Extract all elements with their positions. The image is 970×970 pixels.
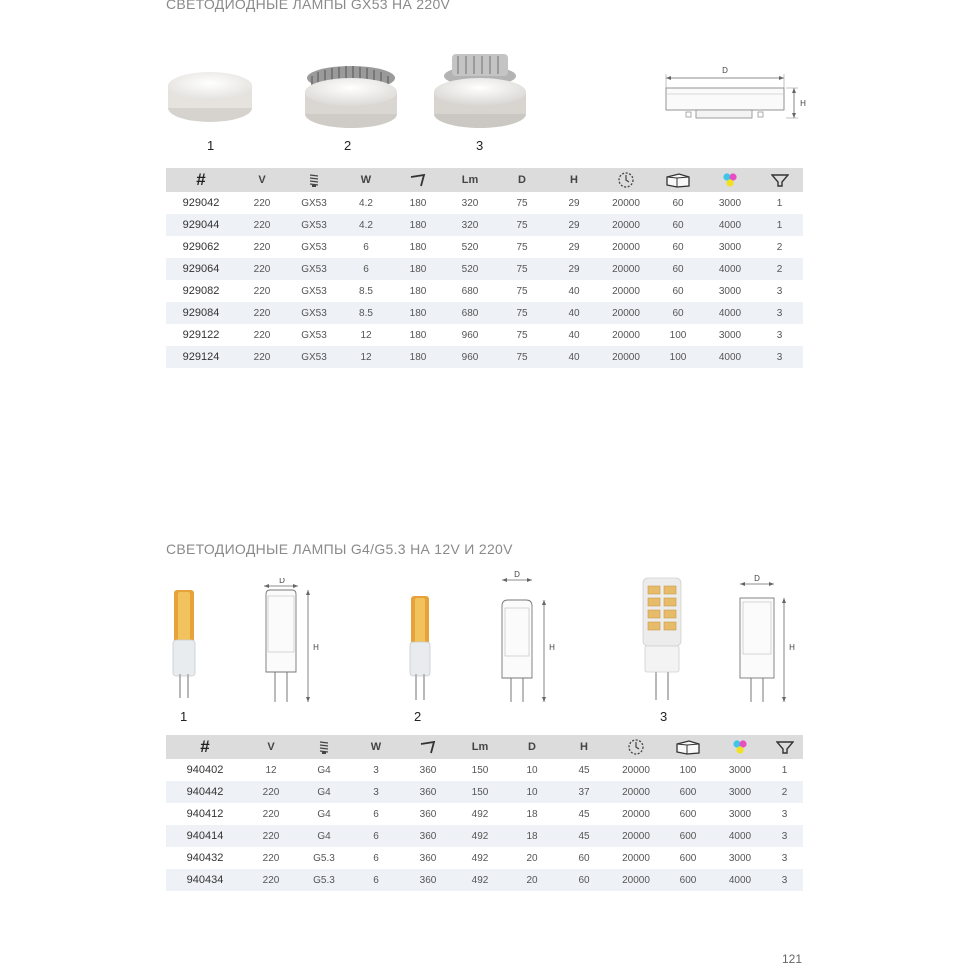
spec-table-gx53 <box>166 168 803 368</box>
gx53-lamp-1-image <box>160 58 260 130</box>
col-watt: W <box>340 168 392 192</box>
table-header-row <box>166 168 803 192</box>
col-diameter: D <box>496 168 548 192</box>
product-label-3: 3 <box>476 138 484 153</box>
gx53-dimension-drawing <box>648 62 808 130</box>
box-quantity-icon <box>662 735 714 759</box>
g4-dimension-drawing-2 <box>492 570 562 704</box>
dim-label-d: D <box>514 570 520 579</box>
page-number: 121 <box>781 952 802 966</box>
base-icon <box>288 168 340 192</box>
section-title-g4: СВЕТОДИОДНЫЕ ЛАМПЫ G4/G5.3 НА 12V И 220V <box>166 541 513 557</box>
beam-angle-icon <box>402 735 454 759</box>
color-temperature-icon <box>704 168 756 192</box>
lifetime-icon <box>610 735 662 759</box>
dim-label-h: H <box>313 643 319 652</box>
g4-dimension-drawing-1 <box>256 578 326 706</box>
lifetime-icon <box>600 168 652 192</box>
table-row: 929084 220 GX53 8.5 180 680 75 40 20000 60 4000 3 <box>166 302 803 324</box>
g53-dimension-drawing-3 <box>728 574 800 706</box>
g4-lamp-1-image <box>168 588 200 700</box>
col-voltage: V <box>236 168 288 192</box>
color-temperature-icon <box>714 735 766 759</box>
col-article: # <box>166 168 236 192</box>
table-row: 929042 220 GX53 4.2 180 320 75 29 20000 60 3000 1 <box>182 197 783 209</box>
table-row: 940434 220 G5.3 6 360 492 20 60 20000 600 4000 3 <box>166 869 803 891</box>
dim-label-h: H <box>789 643 795 652</box>
spec-table-g4 <box>166 735 803 891</box>
table-header-row <box>166 735 803 759</box>
gx53-lamp-3-image <box>430 48 530 132</box>
table-row: 929044 220 GX53 4.2 180 320 75 29 20000 60 4000 1 <box>166 214 803 236</box>
col-height: H <box>558 735 610 759</box>
product-label-g4-2: 2 <box>414 709 422 724</box>
table-row: 929122 220 GX53 12 180 960 75 40 20000 100 3000 3 <box>182 329 783 341</box>
table-row: 940412 220 G4 6 360 492 18 45 20000 600 3000 3 <box>186 808 788 820</box>
g53-lamp-3-image <box>638 576 686 702</box>
col-lumen: Lm <box>454 735 506 759</box>
section-title-gx53: СВЕТОДИОДНЫЕ ЛАМПЫ GX53 НА 220V <box>166 0 451 12</box>
dim-label-d: D <box>279 578 285 585</box>
dim-label-d: D <box>722 66 728 75</box>
beam-angle-icon <box>392 168 444 192</box>
table-row: 929064 220 GX53 6 180 520 75 29 20000 60 4000 2 <box>166 258 803 280</box>
table-row: 940402 12 G4 3 360 150 10 45 20000 100 3000 1 <box>186 764 788 776</box>
table-row: 929062 220 GX53 6 180 520 75 29 20000 60 3000 2 <box>182 241 783 253</box>
table-row: 929082 220 GX53 8.5 180 680 75 40 20000 60 3000 3 <box>182 285 783 297</box>
product-label-2: 2 <box>344 138 352 153</box>
col-article: # <box>166 735 244 759</box>
dim-label-h: H <box>800 99 806 108</box>
product-label-g4-3: 3 <box>660 709 668 724</box>
table-row: 940414 220 G4 6 360 492 18 45 20000 600 4000 3 <box>166 825 803 847</box>
lamp-type-icon <box>766 735 803 759</box>
col-diameter: D <box>506 735 558 759</box>
g4-lamp-2-image <box>404 594 436 702</box>
col-watt: W <box>350 735 402 759</box>
product-label-g4-1: 1 <box>180 709 188 724</box>
dim-label-d: D <box>754 574 760 583</box>
col-height: H <box>548 168 600 192</box>
col-voltage: V <box>244 735 298 759</box>
table-row: 940442 220 G4 3 360 150 10 37 20000 600 3000 2 <box>166 781 803 803</box>
lamp-type-icon <box>756 168 803 192</box>
table-row: 929124 220 GX53 12 180 960 75 40 20000 100 4000 3 <box>166 346 803 368</box>
col-lumen: Lm <box>444 168 496 192</box>
box-quantity-icon <box>652 168 704 192</box>
gx53-lamp-2-image <box>298 56 404 132</box>
product-label-1: 1 <box>207 138 215 153</box>
dim-label-h: H <box>549 643 555 652</box>
base-icon <box>298 735 350 759</box>
table-row: 940432 220 G5.3 6 360 492 20 60 20000 600 3000 3 <box>186 852 788 864</box>
